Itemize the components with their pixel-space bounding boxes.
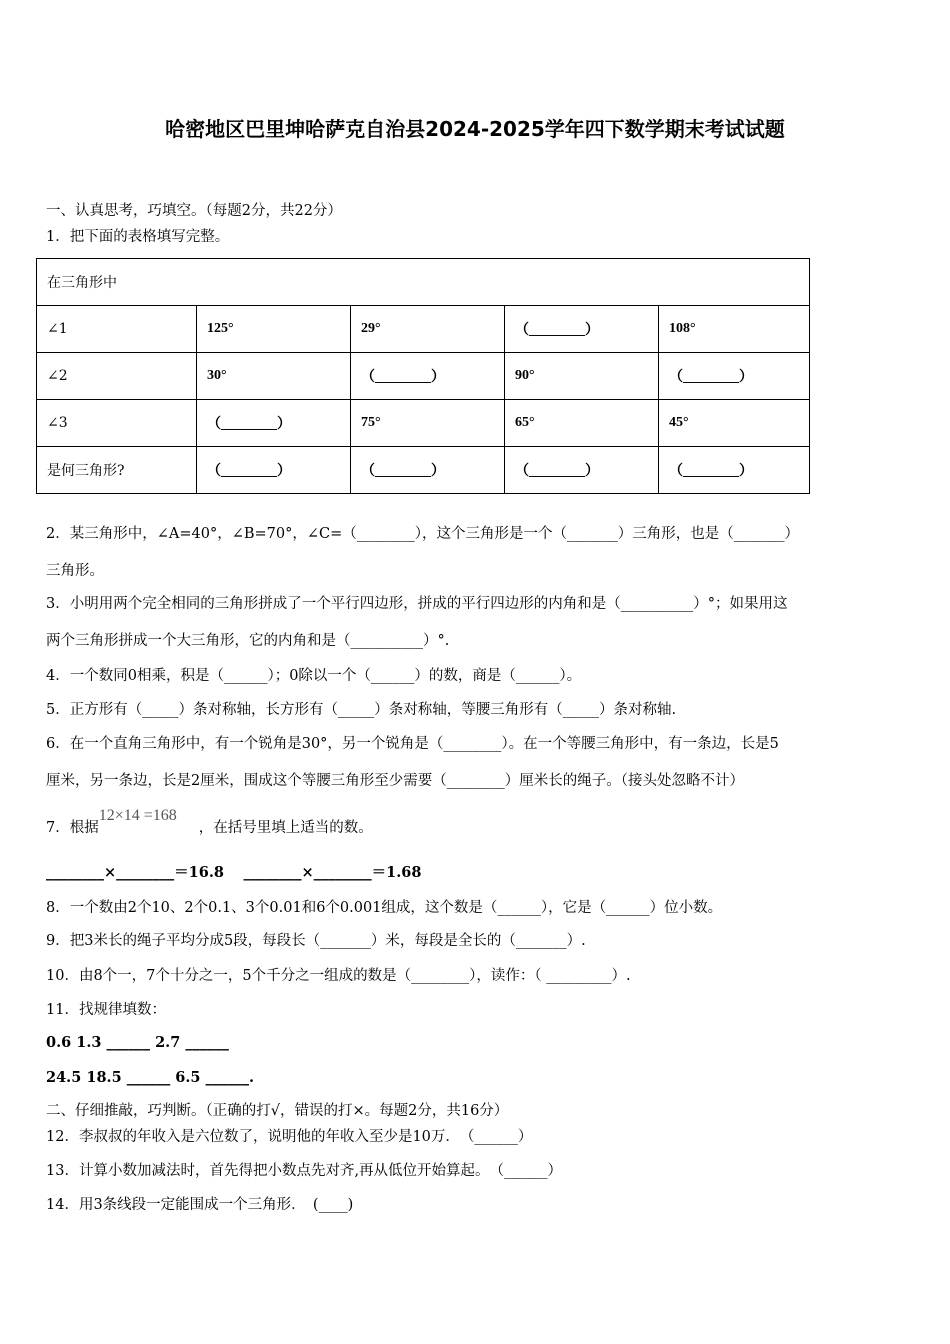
table-row <box>37 306 810 353</box>
table-cell: 65° <box>505 400 659 447</box>
question-3-cont: 两个三角形拼成一个大三角形，它的内角和是（__________）°. <box>46 633 450 649</box>
table-cell: 45° <box>659 400 810 447</box>
question-14: 14．用3条线段一定能围成一个三角形． (____) <box>46 1197 354 1213</box>
question-1: 1．把下面的表格填写完整。 <box>46 229 230 245</box>
q7-prefix: 7．根据 <box>46 820 99 836</box>
table-cell: 108° <box>659 306 810 353</box>
triangle-table <box>36 258 810 494</box>
table-cell-blank[interactable]: （________） <box>197 400 351 447</box>
question-3: 3．小明用两个完全相同的三角形拼成了一个平行四边形，拼成的平行四边形的内角和是（__________）°；如果用这 <box>46 596 788 612</box>
table-cell: 30° <box>197 353 351 400</box>
question-13: 13．计算小数加减法时，首先得把小数点先对齐,再从低位开始算起。 （______） <box>46 1163 563 1179</box>
question-6-cont: 厘米，另一条边，长是2厘米，围成这个等腰三角形至少需要（________）厘米长的绳子。（接头处忽略不计） <box>46 773 744 789</box>
table-cell: ∠3 <box>37 400 197 447</box>
question-6: 6．在一个直角三角形中，有一个锐角是30°，另一个锐角是（________）。在一个等腰三角形中，有一条边，长是5 <box>46 736 779 752</box>
question-11-sequence-1: 0.6 1.3 ______ 2.7 ______ <box>46 1034 229 1051</box>
table-cell-blank[interactable]: （________） <box>505 306 659 353</box>
page-title: 哈密地区巴里坤哈萨克自治县2024-2025学年四下数学期末考试试题 <box>165 117 785 141</box>
table-cell: 90° <box>505 353 659 400</box>
q7-suffix: ，在括号里填上适当的数。 <box>198 820 373 836</box>
question-11: 11．找规律填数： <box>46 1002 166 1018</box>
table-row <box>37 447 810 494</box>
table-cell: 29° <box>351 306 505 353</box>
q7-formula: 12×14 =168 <box>98 807 177 824</box>
table-cell-blank[interactable]: （________） <box>351 447 505 494</box>
table-cell-blank[interactable]: （________） <box>659 447 810 494</box>
section-2-heading: 二、仔细推敲，巧判断。（正确的打√，错误的打×。每题2分，共16分） <box>46 1103 509 1119</box>
section-1-heading: 一、认真思考，巧填空。（每题2分，共22分） <box>46 203 342 219</box>
question-2-cont: 三角形。 <box>46 563 104 579</box>
table-cell: ∠1 <box>37 306 197 353</box>
table-cell: ∠2 <box>37 353 197 400</box>
table-cell-blank[interactable]: （________） <box>197 447 351 494</box>
table-header: 在三角形中 <box>37 259 810 306</box>
question-11-sequence-2: 24.5 18.5 ______ 6.5 ______. <box>46 1069 255 1086</box>
question-9: 9．把3米长的绳子平均分成5段，每段长（_______）米，每段是全长的（_______）. <box>46 933 586 949</box>
table-cell-blank[interactable]: （________） <box>659 353 810 400</box>
table-cell: 125° <box>197 306 351 353</box>
question-12: 12．李叔叔的年收入是六位数了，说明他的年收入至少是10万． （______） <box>46 1129 533 1145</box>
table-row <box>37 353 810 400</box>
table-row <box>37 400 810 447</box>
question-7 <box>46 807 373 838</box>
question-10: 10．由8个一，7个十分之一，5个千分之一组成的数是（________），读作：（ _________）. <box>46 968 631 984</box>
question-8: 8．一个数由2个10、2个0.1、3个0.01和6个0.001组成，这个数是（______），它是（______）位小数。 <box>46 900 723 916</box>
question-4: 4．一个数同0相乘，积是（______）；0除以一个（______）的数，商是（______）。 <box>46 668 582 684</box>
question-7-equations: ________×________＝16.8 ________×________＝1.68 <box>46 864 422 881</box>
question-5: 5．正方形有（_____）条对称轴，长方形有（_____）条对称轴，等腰三角形有（_____）条对称轴. <box>46 702 677 718</box>
question-2: 2．某三角形中，∠A=40°，∠B=70°，∠C=（________），这个三角形是一个（_______）三角形，也是（_______） <box>46 526 799 542</box>
table-cell-blank[interactable]: （________） <box>505 447 659 494</box>
table-cell: 是何三角形? <box>37 447 197 494</box>
table-cell-blank[interactable]: （________） <box>351 353 505 400</box>
table-cell: 75° <box>351 400 505 447</box>
